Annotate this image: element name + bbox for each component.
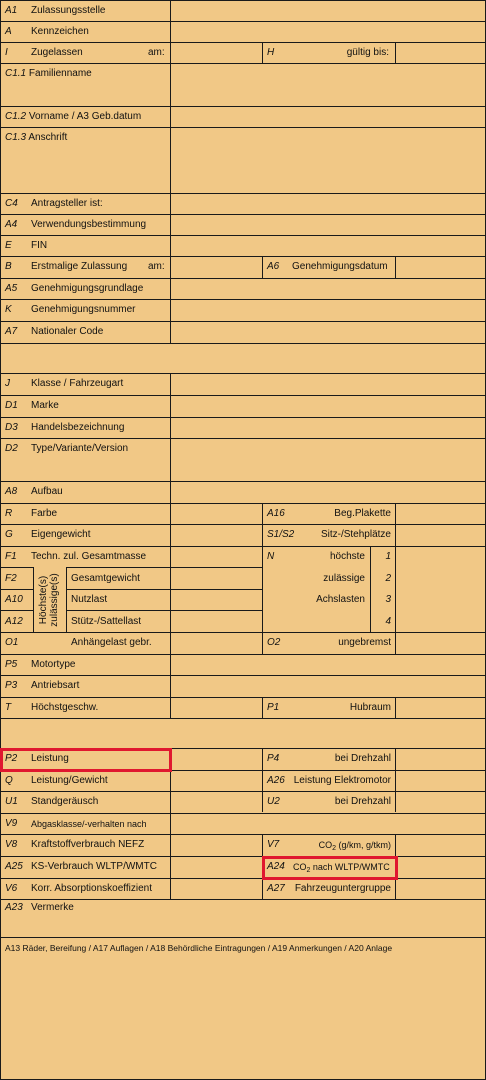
field-label: Motortype: [31, 659, 76, 670]
field-code: A: [5, 26, 12, 37]
rule: [0, 632, 486, 633]
field-code: H: [267, 47, 275, 58]
field-code: A16: [267, 508, 285, 519]
field-label: Kennzeichen: [31, 26, 89, 37]
field-label: bei Drehzahl: [334, 753, 391, 764]
rule: [0, 878, 486, 879]
field-code: P2: [5, 753, 18, 764]
field-code: D1: [5, 400, 18, 411]
field-label: Techn. zul. Gesamtmasse: [31, 551, 147, 562]
field-label: Erstmalige Zulassung: [31, 261, 128, 272]
field-label: Familienname: [28, 68, 92, 79]
field-code: P3: [5, 680, 18, 691]
rule: [0, 214, 486, 215]
rule: [170, 373, 171, 718]
rule: [0, 834, 486, 835]
rule: [0, 791, 486, 792]
field-code: C4: [5, 198, 18, 209]
field-label: Zugelassen: [31, 47, 83, 58]
field-code: A8: [5, 486, 18, 497]
field-label: bei Drehzahl: [334, 796, 391, 807]
field-code: A6: [267, 261, 280, 272]
rule: [262, 256, 263, 278]
field-label: Anschrift: [28, 132, 68, 143]
field-code: C1.1: [5, 68, 27, 79]
field-code: A27: [267, 883, 285, 894]
rule: [0, 235, 486, 236]
field-label: Antriebsart: [31, 680, 80, 691]
field-label: Anhängelast gebr.: [71, 637, 152, 648]
field-code: O1: [5, 637, 19, 648]
rule: [0, 813, 486, 814]
field-code: I: [5, 47, 8, 58]
rule: [0, 546, 486, 547]
rule: [395, 256, 396, 278]
co2-unit: (g/km, g/tkm): [335, 840, 391, 850]
field-label: Beg.Plakette: [334, 508, 391, 519]
axle-number: 3: [385, 594, 391, 605]
field-code: A10: [5, 594, 23, 605]
rule: [395, 697, 396, 718]
rule: [262, 748, 263, 812]
field-code: R: [5, 508, 13, 519]
field-label: Handelsbezeichnung: [31, 422, 125, 433]
rule: [170, 0, 171, 343]
field-suffix: am:: [148, 47, 165, 58]
rule: [395, 42, 396, 63]
rule: [0, 481, 486, 482]
field-code: K: [5, 304, 12, 315]
field-label: Genehmigungsgrundlage: [31, 283, 144, 294]
field-label: Gesamtgewicht: [71, 573, 140, 584]
rule: [0, 503, 486, 504]
field-code: A4: [5, 219, 18, 230]
field-code: C1.2: [5, 111, 27, 122]
field-code: E: [5, 240, 12, 251]
field-code: T: [5, 702, 12, 713]
field-label: Marke: [31, 400, 59, 411]
field-label: Hubraum: [349, 702, 391, 713]
field-code: G: [5, 529, 13, 540]
field-label: gültig bis:: [346, 47, 389, 58]
field-code: V9: [5, 818, 18, 829]
rule: [0, 395, 486, 396]
field-row: [5, 132, 67, 144]
rule: [395, 503, 396, 654]
rule: [0, 106, 486, 107]
co2-subscript: 2: [306, 867, 311, 874]
field-label: Nutzlast: [71, 594, 108, 605]
field-code: A23: [5, 902, 23, 913]
co2-label: [290, 839, 391, 851]
rule: [0, 42, 486, 43]
field-label: Verwendungsbestimmung: [31, 219, 147, 230]
field-label: Aufbau: [31, 486, 63, 497]
field-row: [5, 68, 92, 80]
co2-text: CO: [318, 840, 333, 850]
rule: [33, 567, 34, 632]
field-code: A7: [5, 326, 18, 337]
co2-suffix: nach WLTP/WMTC: [310, 862, 390, 872]
field-label: Leistung Elektromotor: [293, 775, 391, 786]
rule: [370, 546, 371, 632]
field-label: Abgasklasse/-verhalten nach: [31, 819, 147, 829]
vertical-label-line1: Höchste(s): [38, 575, 49, 625]
field-code: F2: [5, 573, 17, 584]
field-label: Stütz-/Sattellast: [71, 616, 142, 627]
rule: [0, 417, 486, 418]
rule: [0, 899, 486, 900]
axle-number: 1: [385, 551, 391, 562]
rule: [0, 343, 486, 344]
rule: [0, 193, 486, 194]
rule: [0, 0, 1, 1080]
field-code: N: [267, 551, 275, 562]
highlight-p2-leistung: [0, 748, 172, 772]
field-label: Fahrzeuguntergruppe: [294, 883, 391, 894]
field-label: Eigengewicht: [31, 529, 91, 540]
rule: [0, 438, 486, 439]
field-code: B: [5, 261, 12, 272]
field-code: A1: [5, 5, 18, 16]
rule: [0, 589, 33, 590]
field-label: Vermerke: [31, 902, 74, 913]
rule: [0, 524, 486, 525]
field-code: A25: [5, 861, 23, 872]
rule: [0, 654, 486, 655]
field-code: C1.3: [5, 132, 27, 143]
vertical-label-line2: zulässige(s): [49, 573, 60, 627]
field-code: D3: [5, 422, 18, 433]
field-code: A5: [5, 283, 18, 294]
field-label: Sitz-/Stehplätze: [320, 529, 391, 540]
field-code: O2: [267, 637, 281, 648]
rule: [0, 63, 486, 64]
field-suffix: am:: [148, 261, 165, 272]
field-code: U1: [5, 796, 18, 807]
field-label: KS-Verbrauch WLTP/WMTC: [31, 861, 157, 872]
axle-text: höchste: [329, 551, 365, 562]
co2-text: CO: [293, 862, 307, 872]
rule: [0, 567, 33, 568]
axle-text: Achslasten: [316, 594, 365, 605]
field-label: Kraftstoffverbrauch NEFZ: [31, 839, 145, 850]
vertical-label: [38, 566, 62, 634]
field-code: F1: [5, 551, 17, 562]
rule: [262, 697, 263, 718]
field-code: V6: [5, 883, 18, 894]
field-row: [5, 111, 141, 123]
axle-number: 4: [385, 616, 391, 627]
axle-number: 2: [385, 573, 391, 584]
field-label: Genehmigungsnummer: [31, 304, 136, 315]
field-code: A26: [267, 775, 285, 786]
rule: [0, 373, 486, 374]
rule: [0, 697, 486, 698]
rule: [0, 937, 486, 938]
field-code: U2: [267, 796, 280, 807]
field-label: Farbe: [31, 508, 58, 519]
field-code: A24: [267, 861, 285, 872]
rule: [66, 567, 262, 568]
field-label: Genehmigungsdatum: [292, 261, 388, 272]
rule: [66, 589, 262, 590]
footer-remarks: A13 Räder, Bereifung / A17 Auflagen / A18 Behördliche Eintragungen / A19 Anmerkungen / A20 Anlage: [5, 943, 393, 953]
rule: [0, 0, 486, 1]
rule: [0, 718, 486, 719]
field-label: Korr. Absorptionskoeffizient: [31, 883, 152, 894]
field-code: Q: [5, 775, 13, 786]
rule: [0, 299, 486, 300]
field-label: Höchstgeschw.: [31, 702, 99, 713]
rule: [0, 321, 486, 322]
rule: [0, 21, 486, 22]
field-code: V8: [5, 839, 18, 850]
field-code: P5: [5, 659, 18, 670]
rule: [0, 127, 486, 128]
field-label: Klasse / Fahrzeugart: [31, 378, 124, 389]
rule: [66, 610, 262, 611]
field-label: Antragsteller ist:: [31, 198, 103, 209]
field-code: S1/S2: [267, 529, 295, 540]
axle-text: zulässige: [323, 573, 365, 584]
field-code: P1: [267, 702, 280, 713]
field-code: V7: [267, 839, 280, 850]
field-label: Nationaler Code: [31, 326, 104, 337]
field-code: J: [5, 378, 10, 389]
rule: [0, 610, 33, 611]
highlight-a24-co2: [262, 856, 398, 880]
rule: [66, 567, 67, 632]
field-label: Zulassungsstelle: [31, 5, 106, 16]
field-label: Vorname / A3 Geb.datum: [28, 111, 142, 122]
field-label: ungebremst: [338, 637, 391, 648]
field-label: Standgeräusch: [31, 796, 99, 807]
rule: [262, 503, 263, 654]
field-label: FIN: [31, 240, 48, 251]
rule: [395, 748, 396, 812]
rule: [0, 675, 486, 676]
rule: [0, 856, 486, 857]
field-label: Type/Variante/Version: [31, 443, 129, 454]
field-code: D2: [5, 443, 18, 454]
field-label: Leistung: [31, 753, 69, 764]
rule: [262, 42, 263, 63]
field-code: A12: [5, 616, 23, 627]
co2-subscript: 2: [332, 845, 336, 852]
field-code: P4: [267, 753, 280, 764]
rule: [0, 256, 486, 257]
field-label: Leistung/Gewicht: [31, 775, 108, 786]
rule: [0, 278, 486, 279]
